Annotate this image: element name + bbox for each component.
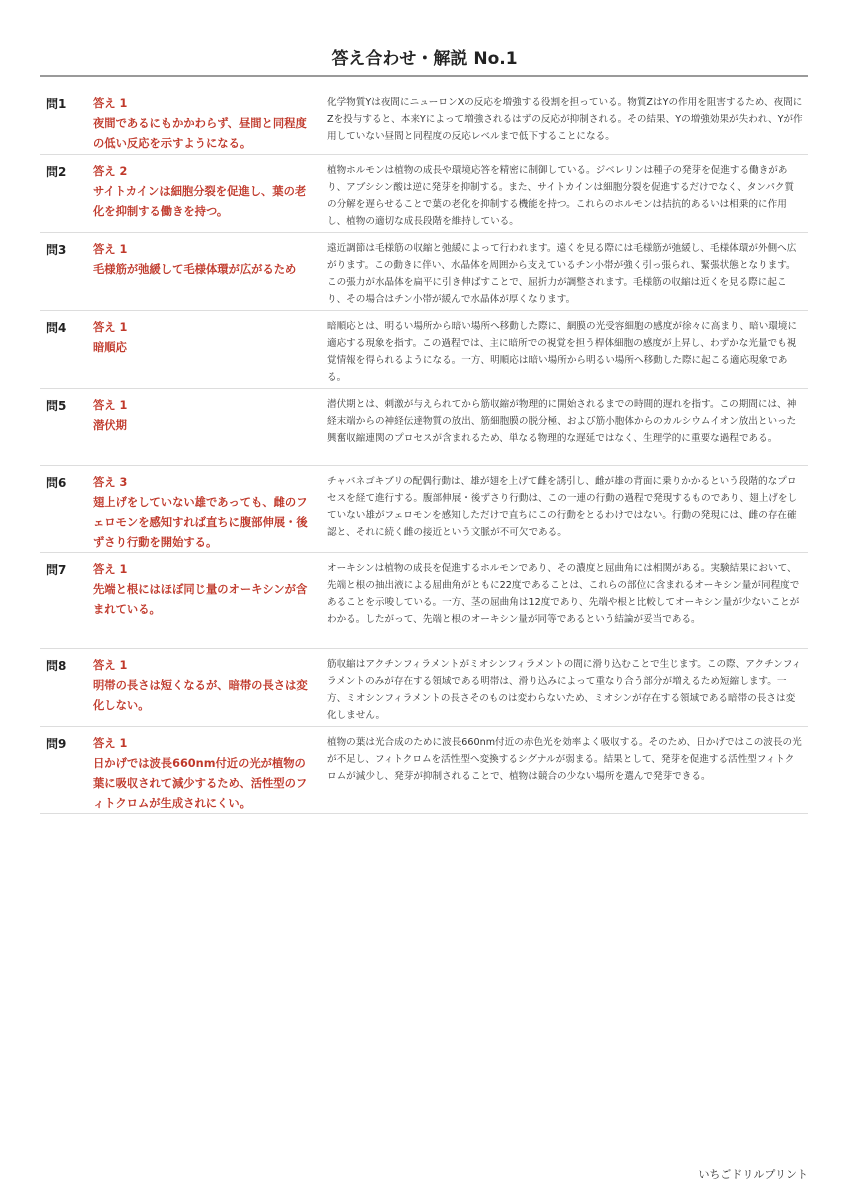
answer-label: 答え 3 bbox=[93, 476, 128, 489]
answer-block bbox=[93, 318, 313, 358]
answer-label: 答え 1 bbox=[93, 321, 128, 334]
answer-label: 答え 1 bbox=[93, 737, 128, 750]
question-row bbox=[40, 87, 808, 155]
explanation-text: チャバネゴキブリの配偶行動は、雄が翅を上げて雌を誘引し、雌が雄の背面に乗りかかるという段階的なプロセスを経て進行する。腹部伸展・後ずさり行動は、この一連の行動の過程で発現するものであり、翅上げをしていない雄がフェロモンを感知しただけで直ちにこの行動をとるわけではない。行動の発現には、雌の存在確認と、それに続く雌の接近という文脈が不可欠である。 bbox=[327, 476, 798, 538]
question-row bbox=[40, 389, 808, 466]
answer-block bbox=[93, 473, 313, 553]
answer-text: 翅上げをしていない雄であっても、雌のフェロモンを感知すれば直ちに腹部伸展・後ずさり行動を開始する。 bbox=[93, 496, 308, 549]
footer-brand: いちごドリルプリント bbox=[698, 1168, 808, 1181]
question-row bbox=[40, 311, 808, 389]
answer-label: 答え 1 bbox=[93, 659, 128, 672]
answer-text: 潜伏期 bbox=[93, 419, 127, 432]
explanation-text: 植物の葉は光合成のために波長660nm付近の赤色光を効率よく吸収する。そのため、日かげではこの波長の光が不足し、フィトクロムを活性型へ変換するシグナルが弱まる。結果として、発芽を促進する活性型フィトクロムが減少し、発芽が抑制されることで、植物は競合の少ない場所を選んで発芽できる。 bbox=[327, 737, 802, 782]
answer-text: 明帯の長さは短くなるが、暗帯の長さは変化しない。 bbox=[93, 679, 308, 712]
answer-text: 夜間であるにもかかわらず、昼間と同程度の低い反応を示すようになる。 bbox=[93, 117, 307, 150]
answer-label: 答え 1 bbox=[93, 97, 128, 110]
answer-label: 答え 1 bbox=[93, 399, 128, 412]
question-number: 問7 bbox=[46, 563, 67, 577]
question-row bbox=[40, 649, 808, 727]
explanation-text: 化学物質Yは夜間にニューロンXの反応を増強する役割を担っている。物質ZはYの作用を阻害するため、夜間にZを投与すると、本来Yによって増強されるはずの反応が抑制される。その結果、Yの増強効果が失われ、Yが作用していない昼間と同程度の反応レベルまで低下することになる。 bbox=[327, 97, 803, 142]
question-number: 問6 bbox=[46, 476, 67, 490]
question-number: 問3 bbox=[46, 243, 67, 257]
question-number: 問9 bbox=[46, 737, 67, 751]
page-title: 答え合わせ・解説 No.1 bbox=[331, 49, 518, 69]
explanation-text: 暗順応とは、明るい場所から暗い場所へ移動した際に、網膜の光受容細胞の感度が徐々に高まり、暗い環境に適応する現象を指す。この過程では、主に暗所での視覚を担う桿体細胞の感度が上昇し、わずかな光量でも視覚情報を得られるようになる。一方、明順応は暗い場所から明るい場所へ移動した際に起こる適応現象である。 bbox=[327, 321, 798, 383]
answer-text: 日かげでは波長660nm付近の光が植物の葉に吸収されて減少するため、活性型のフィトクロムが生成されにくい。 bbox=[93, 757, 308, 810]
explanation-text: オーキシンは植物の成長を促進するホルモンであり、その濃度と屈曲角には相関がある。実験結果において、先端と根の抽出液による屈曲角がともに22度であることは、これらの部位に含まれるオーキシン量が同程度であることを示唆している。一方、茎の屈曲角は12度であり、先端や根と比較してオーキシン量が少ないことがわかる。したがって、先端と根のオーキシン量が同等であるという結論が妥当である。 bbox=[327, 563, 800, 625]
question-row bbox=[40, 727, 808, 814]
question-number: 問8 bbox=[46, 659, 67, 673]
answer-text: 先端と根にはほぼ同じ量のオーキシンが含まれている。 bbox=[93, 583, 308, 616]
question-row bbox=[40, 466, 808, 553]
answer-text: サイトカインは細胞分裂を促進し、葉の老化を抑制する働きを持つ。 bbox=[93, 185, 307, 218]
explanation-text: 筋収縮はアクチンフィラメントがミオシンフィラメントの間に滑り込むことで生じます。この際、アクチンフィラメントのみが存在する領域である明帯は、滑り込みによって重なり合う部分が増えるため短縮します。一方、ミオシンフィラメントの長さそのものは変わらないため、ミオシンが存在する領域である暗帯の長さは変化しません。 bbox=[327, 659, 802, 721]
answer-block bbox=[93, 560, 313, 620]
answer-label: 答え 1 bbox=[93, 243, 128, 256]
answer-block bbox=[93, 240, 313, 280]
answer-block bbox=[93, 734, 313, 814]
question-number: 問1 bbox=[46, 97, 67, 111]
answer-text: 毛様筋が弛緩して毛様体環が広がるため bbox=[93, 263, 297, 276]
question-number: 問5 bbox=[46, 399, 67, 413]
question-row bbox=[40, 233, 808, 311]
answer-block bbox=[93, 656, 313, 716]
explanation-text: 植物ホルモンは植物の成長や環境応答を精密に制御している。ジベレリンは種子の発芽を促進する働きがあり、アブシシン酸は逆に発芽を抑制する。また、サイトカインは細胞分裂を促進するだけでなく、タンパク質の分解を遅らせることで葉の老化を抑制する機能を持つ。これらのホルモンは拮抗的あるいは相乗的に作用し、植物の適切な成長段階を維持している。 bbox=[327, 165, 795, 227]
answer-label: 答え 2 bbox=[93, 165, 128, 178]
answer-table bbox=[40, 87, 808, 814]
answer-block bbox=[93, 162, 313, 222]
question-number: 問4 bbox=[46, 321, 67, 335]
answer-block bbox=[93, 396, 313, 436]
explanation-text: 遠近調節は毛様筋の収縮と弛緩によって行われます。遠くを見る際には毛様筋が弛緩し、毛様体環が外側へ広がります。この動きに伴い、水晶体を周囲から支えているチン小帯が強く引っ張られ、緊張状態となります。この張力が水晶体を扁平に引き伸ばすことで、屈折力が調整されます。毛様筋の収縮は近くを見る際に起こり、その場合はチン小帯が緩んで水晶体が厚くなります。 bbox=[327, 243, 797, 305]
title-divider bbox=[40, 75, 808, 77]
question-number: 問2 bbox=[46, 165, 67, 179]
question-row bbox=[40, 553, 808, 649]
explanation-text: 潜伏期とは、刺激が与えられてから筋収縮が物理的に開始されるまでの時間的遅れを指す。この期間には、神経末端からの神経伝達物質の放出、筋細胞膜の脱分極、および筋小胞体からのカルシウムイオン放出といった興奮収縮連関のプロセスが含まれるため、単なる物理的な遅延ではなく、生理学的に重要な過程である。 bbox=[327, 399, 797, 444]
answer-label: 答え 1 bbox=[93, 563, 128, 576]
question-row bbox=[40, 155, 808, 233]
answer-block bbox=[93, 94, 313, 154]
answer-text: 暗順応 bbox=[93, 341, 127, 354]
